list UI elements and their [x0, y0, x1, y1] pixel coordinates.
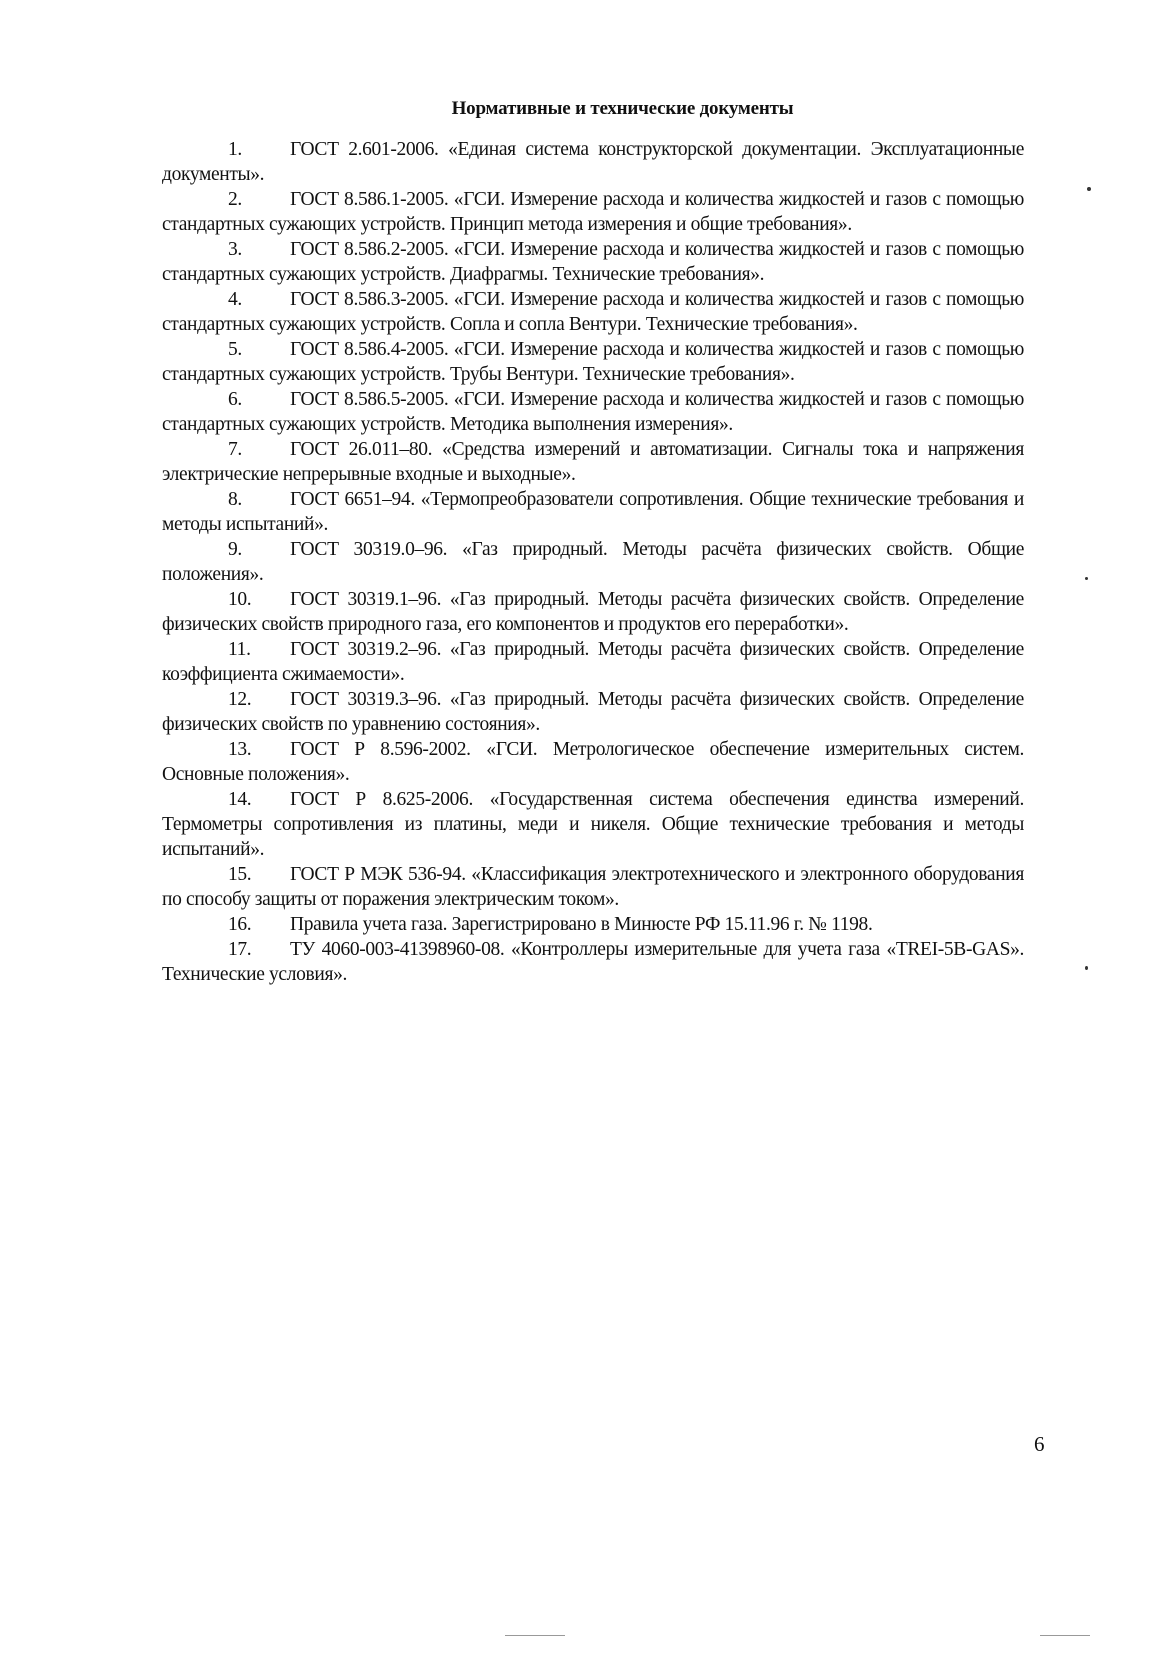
reference-item — [162, 337, 1024, 387]
scan-speck — [1087, 187, 1091, 191]
reference-item — [162, 137, 1024, 187]
item-number: 16. — [228, 914, 252, 935]
item-text: ГОСТ 30319.3–96. «Газ природный. Методы расчёта физических свойств. Определение физических свойств по уравнению состояния». — [162, 689, 1024, 735]
item-text: ГОСТ 6651–94. «Термопреобразователи сопротивления. Общие технические требования и методы испытаний». — [162, 489, 1024, 535]
item-number: 2. — [228, 189, 242, 210]
page-number: 6 — [1034, 1432, 1045, 1456]
scan-speck — [1085, 577, 1088, 580]
reference-list — [162, 137, 1024, 987]
item-number: 12. — [228, 689, 252, 710]
item-text: ГОСТ 8.586.2-2005. «ГСИ. Измерение расхода и количества жидкостей и газов с помощью стандартных сужающих устройств. Диафрагмы. Технические требования». — [162, 239, 1024, 285]
reference-item — [162, 687, 1024, 737]
item-text: ГОСТ 26.011–80. «Средства измерений и автоматизации. Сигналы тока и напряжения электрические непрерывные входные и выходные». — [162, 439, 1024, 485]
item-text: ГОСТ 8.586.1-2005. «ГСИ. Измерение расхода и количества жидкостей и газов с помощью стандартных сужающих устройств. Принцип метода измерения и общие требования». — [162, 189, 1024, 235]
item-text: ГОСТ 2.601-2006. «Единая система конструкторской документации. Эксплуатационные документы». — [162, 139, 1024, 185]
item-number: 10. — [228, 589, 252, 610]
reference-item — [162, 862, 1024, 912]
item-number: 8. — [228, 489, 242, 510]
reference-item — [162, 912, 1024, 937]
item-text: ГОСТ 8.586.5-2005. «ГСИ. Измерение расхода и количества жидкостей и газов с помощью стандартных сужающих устройств. Методика выполнения измерения». — [162, 389, 1024, 435]
item-text: ГОСТ 30319.2–96. «Газ природный. Методы расчёта физических свойств. Определение коэффициента сжимаемости». — [162, 639, 1024, 685]
page-title: Нормативные и технические документы — [451, 98, 794, 119]
item-number: 17. — [228, 939, 252, 960]
item-number: 6. — [228, 389, 242, 410]
item-text: Правила учета газа. Зарегистрировано в Минюсте РФ 15.11.96 г. № 1198. — [290, 914, 873, 935]
item-text: ГОСТ 30319.0–96. «Газ природный. Методы расчёта физических свойств. Общие положения». — [162, 539, 1024, 585]
reference-item — [162, 937, 1024, 987]
item-text: ГОСТ Р 8.625-2006. «Государственная система обеспечения единства измерений. Термометры сопротивления из платины, меди и никеля. Общие технические требования и методы испытаний». — [162, 789, 1024, 860]
reference-item — [162, 187, 1024, 237]
item-number: 7. — [228, 439, 242, 460]
scan-artifact — [505, 1635, 565, 1636]
reference-item — [162, 637, 1024, 687]
item-number: 9. — [228, 539, 242, 560]
reference-item — [162, 387, 1024, 437]
reference-item — [162, 587, 1024, 637]
item-number: 1. — [228, 139, 242, 160]
item-number: 15. — [228, 864, 252, 885]
item-number: 4. — [228, 289, 242, 310]
item-text: ГОСТ Р МЭК 536-94. «Классификация электротехнического и электронного оборудования по способу защиты от поражения электрическим током». — [162, 864, 1024, 910]
reference-item — [162, 287, 1024, 337]
item-text: ГОСТ 8.586.4-2005. «ГСИ. Измерение расхода и количества жидкостей и газов с помощью стандартных сужающих устройств. Трубы Вентури. Технические требования». — [162, 339, 1024, 385]
item-number: 5. — [228, 339, 242, 360]
reference-item — [162, 737, 1024, 787]
scan-artifact — [1040, 1635, 1090, 1636]
item-text: ГОСТ Р 8.596-2002. «ГСИ. Метрологическое обеспечение измерительных систем. Основные положения». — [162, 739, 1024, 785]
item-number: 11. — [228, 639, 251, 660]
item-text: ГОСТ 30319.1–96. «Газ природный. Методы расчёта физических свойств. Определение физических свойств природного газа, его компонентов и продуктов его переработки». — [162, 589, 1024, 635]
scan-speck — [1085, 966, 1088, 970]
reference-item — [162, 437, 1024, 487]
item-number: 14. — [228, 789, 252, 810]
item-number: 3. — [228, 239, 242, 260]
reference-item — [162, 487, 1024, 537]
item-number: 13. — [228, 739, 252, 760]
reference-item — [162, 237, 1024, 287]
reference-item — [162, 787, 1024, 862]
item-text: ТУ 4060-003-41398960-08. «Контроллеры измерительные для учета газа «TREI-5B-GAS». Технические условия». — [162, 939, 1024, 985]
item-text: ГОСТ 8.586.3-2005. «ГСИ. Измерение расхода и количества жидкостей и газов с помощью стандартных сужающих устройств. Сопла и сопла Вентури. Технические требования». — [162, 289, 1024, 335]
reference-item — [162, 537, 1024, 587]
